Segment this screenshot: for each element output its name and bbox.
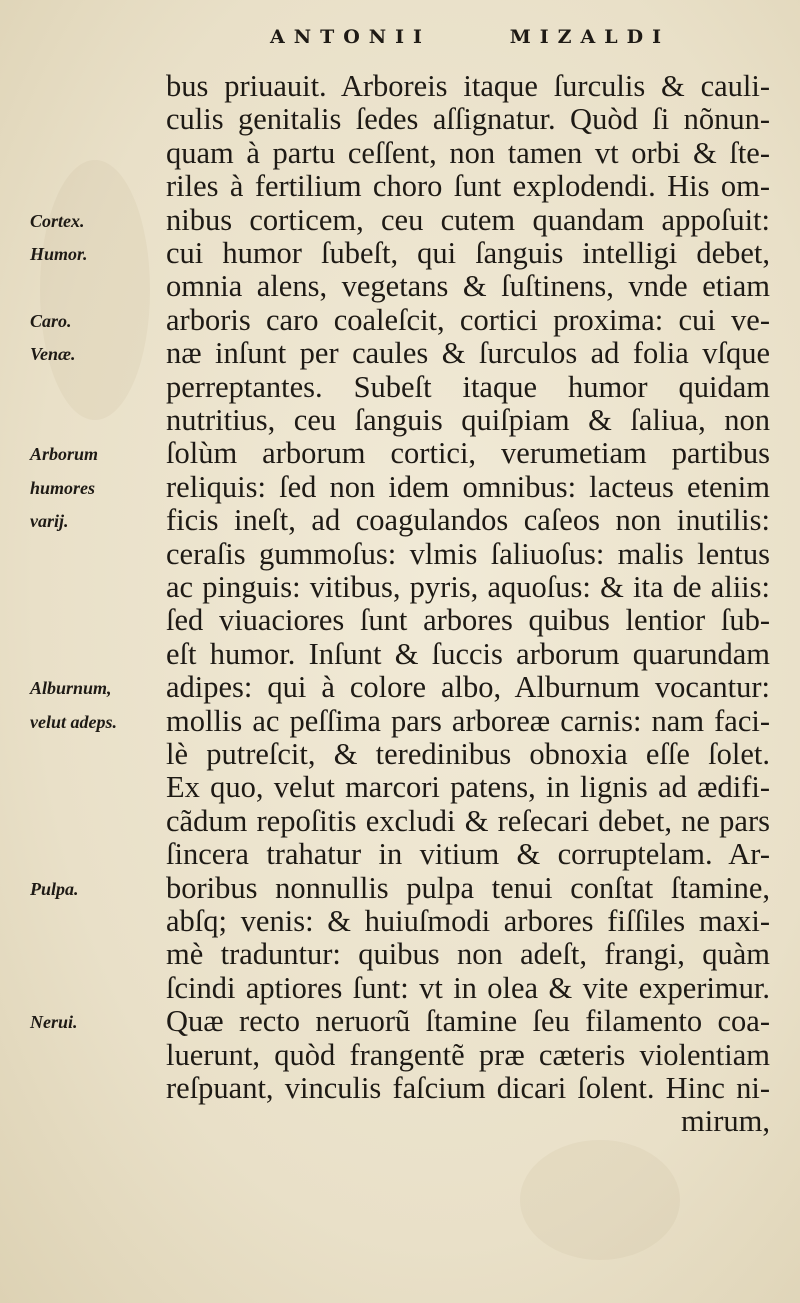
text-line: nutritius, ceu ſanguis quiſpiam & ſaliua, non (166, 403, 770, 437)
margin-note: Caro. (30, 310, 72, 331)
text-line: abſq; venis: & huiuſmodi arbores fiſſiles maxi- (166, 904, 770, 938)
text-line: reſpuant, vinculis faſcium dicari ſolent. Hinc ni- (166, 1071, 770, 1105)
text-line: ficis ineſt, ad coagulandos caſeos non inutilis: (166, 503, 770, 538)
text-line: lè putreſcit, & teredinibus obnoxia eſſe ſolet. (166, 737, 770, 771)
margin-note: varij. (30, 511, 69, 532)
margin-note: Pulpa. (30, 878, 79, 899)
margin-note: Arborum (30, 444, 99, 465)
text-line: boribus nonnullis pulpa tenui conſtat ſtamine, (166, 870, 770, 905)
text-line: næ inſunt per caules & ſurculos ad folia vſque (166, 336, 770, 371)
text-line: eſt humor. Inſunt & ſuccis arborum quarundam (166, 636, 770, 671)
text-line: adipes: qui à colore albo, Alburnum vocantur: (166, 670, 770, 705)
text-line: ceraſis gummoſus: vlmis ſaliuoſus: malis lentus (166, 536, 770, 571)
margin-note: humores (30, 477, 96, 498)
running-head (270, 26, 670, 48)
running-head-name: MIZALDI (509, 26, 670, 48)
text-line: ſcindi aptiores ſunt: vt in olea & vite experimur. (166, 970, 770, 1005)
text-line: mollis ac peſſima pars arboreæ carnis: nam faci- (166, 703, 770, 738)
text-line: reliquis: ſed non idem omnibus: lacteus etenim (166, 469, 770, 504)
text-line: cãdum repoſitis excludi & reſecari debet, ne pars (166, 803, 770, 838)
paper-stain (520, 1140, 680, 1260)
text-line: riles à fertilium choro ſunt explodendi. His om- (166, 169, 770, 204)
text-line: ſed viuaciores ſunt arbores quibus lentior ſub- (166, 603, 770, 638)
text-line: Quæ recto neruorũ ſtamine ſeu filamento coa- (166, 1004, 770, 1039)
text-line: ſolùm arborum cortici, verumetiam partibus (166, 436, 770, 471)
text-line: omnia alens, vegetans & ſuſtinens, vnde etiam (166, 269, 770, 304)
text-line: culis genitalis ſedes aſſignatur. Quòd ſi nõnun- (166, 102, 770, 137)
text-line: mirum, (681, 1104, 770, 1139)
paper-stain (40, 160, 150, 420)
text-line: cui humor ſubeſt, qui ſanguis intelligi debet, (166, 236, 770, 270)
margin-note: velut adeps. (30, 711, 117, 732)
text-line: arboris caro coaleſcit, cortici proxima: cui ve- (166, 302, 770, 337)
text-line: ſincera trahatur in vitium & corruptelam. Ar- (166, 837, 770, 872)
text-line: mè traduntur: quibus non adeſt, frangi, quàm (166, 937, 770, 972)
running-head-author: ANTONII (270, 26, 431, 48)
margin-note: Venæ. (30, 344, 76, 365)
text-line: perreptantes. Subeſt itaque humor quidam (166, 369, 770, 404)
text-line: Ex quo, velut marcori patens, in lignis ad ædifi- (166, 770, 770, 805)
text-line: quam à partu ceſſent, non tamen vt orbi & ſte- (166, 135, 770, 170)
text-line: nibus corticem, ceu cutem quandam appoſuit: (166, 202, 770, 237)
text-line: luerunt, quòd frangentẽ præ cæteris violentiam (166, 1037, 770, 1072)
margin-note: Nerui. (30, 1012, 78, 1033)
margin-note: Humor. (30, 244, 88, 264)
text-line: bus priuauit. Arboreis itaque ſurculis & cauli- (166, 69, 770, 103)
text-line: ac pinguis: vitibus, pyris, aquoſus: & ita de aliis: (166, 570, 770, 604)
margin-note: Alburnum, (30, 678, 112, 699)
margin-note: Cortex. (30, 210, 85, 231)
